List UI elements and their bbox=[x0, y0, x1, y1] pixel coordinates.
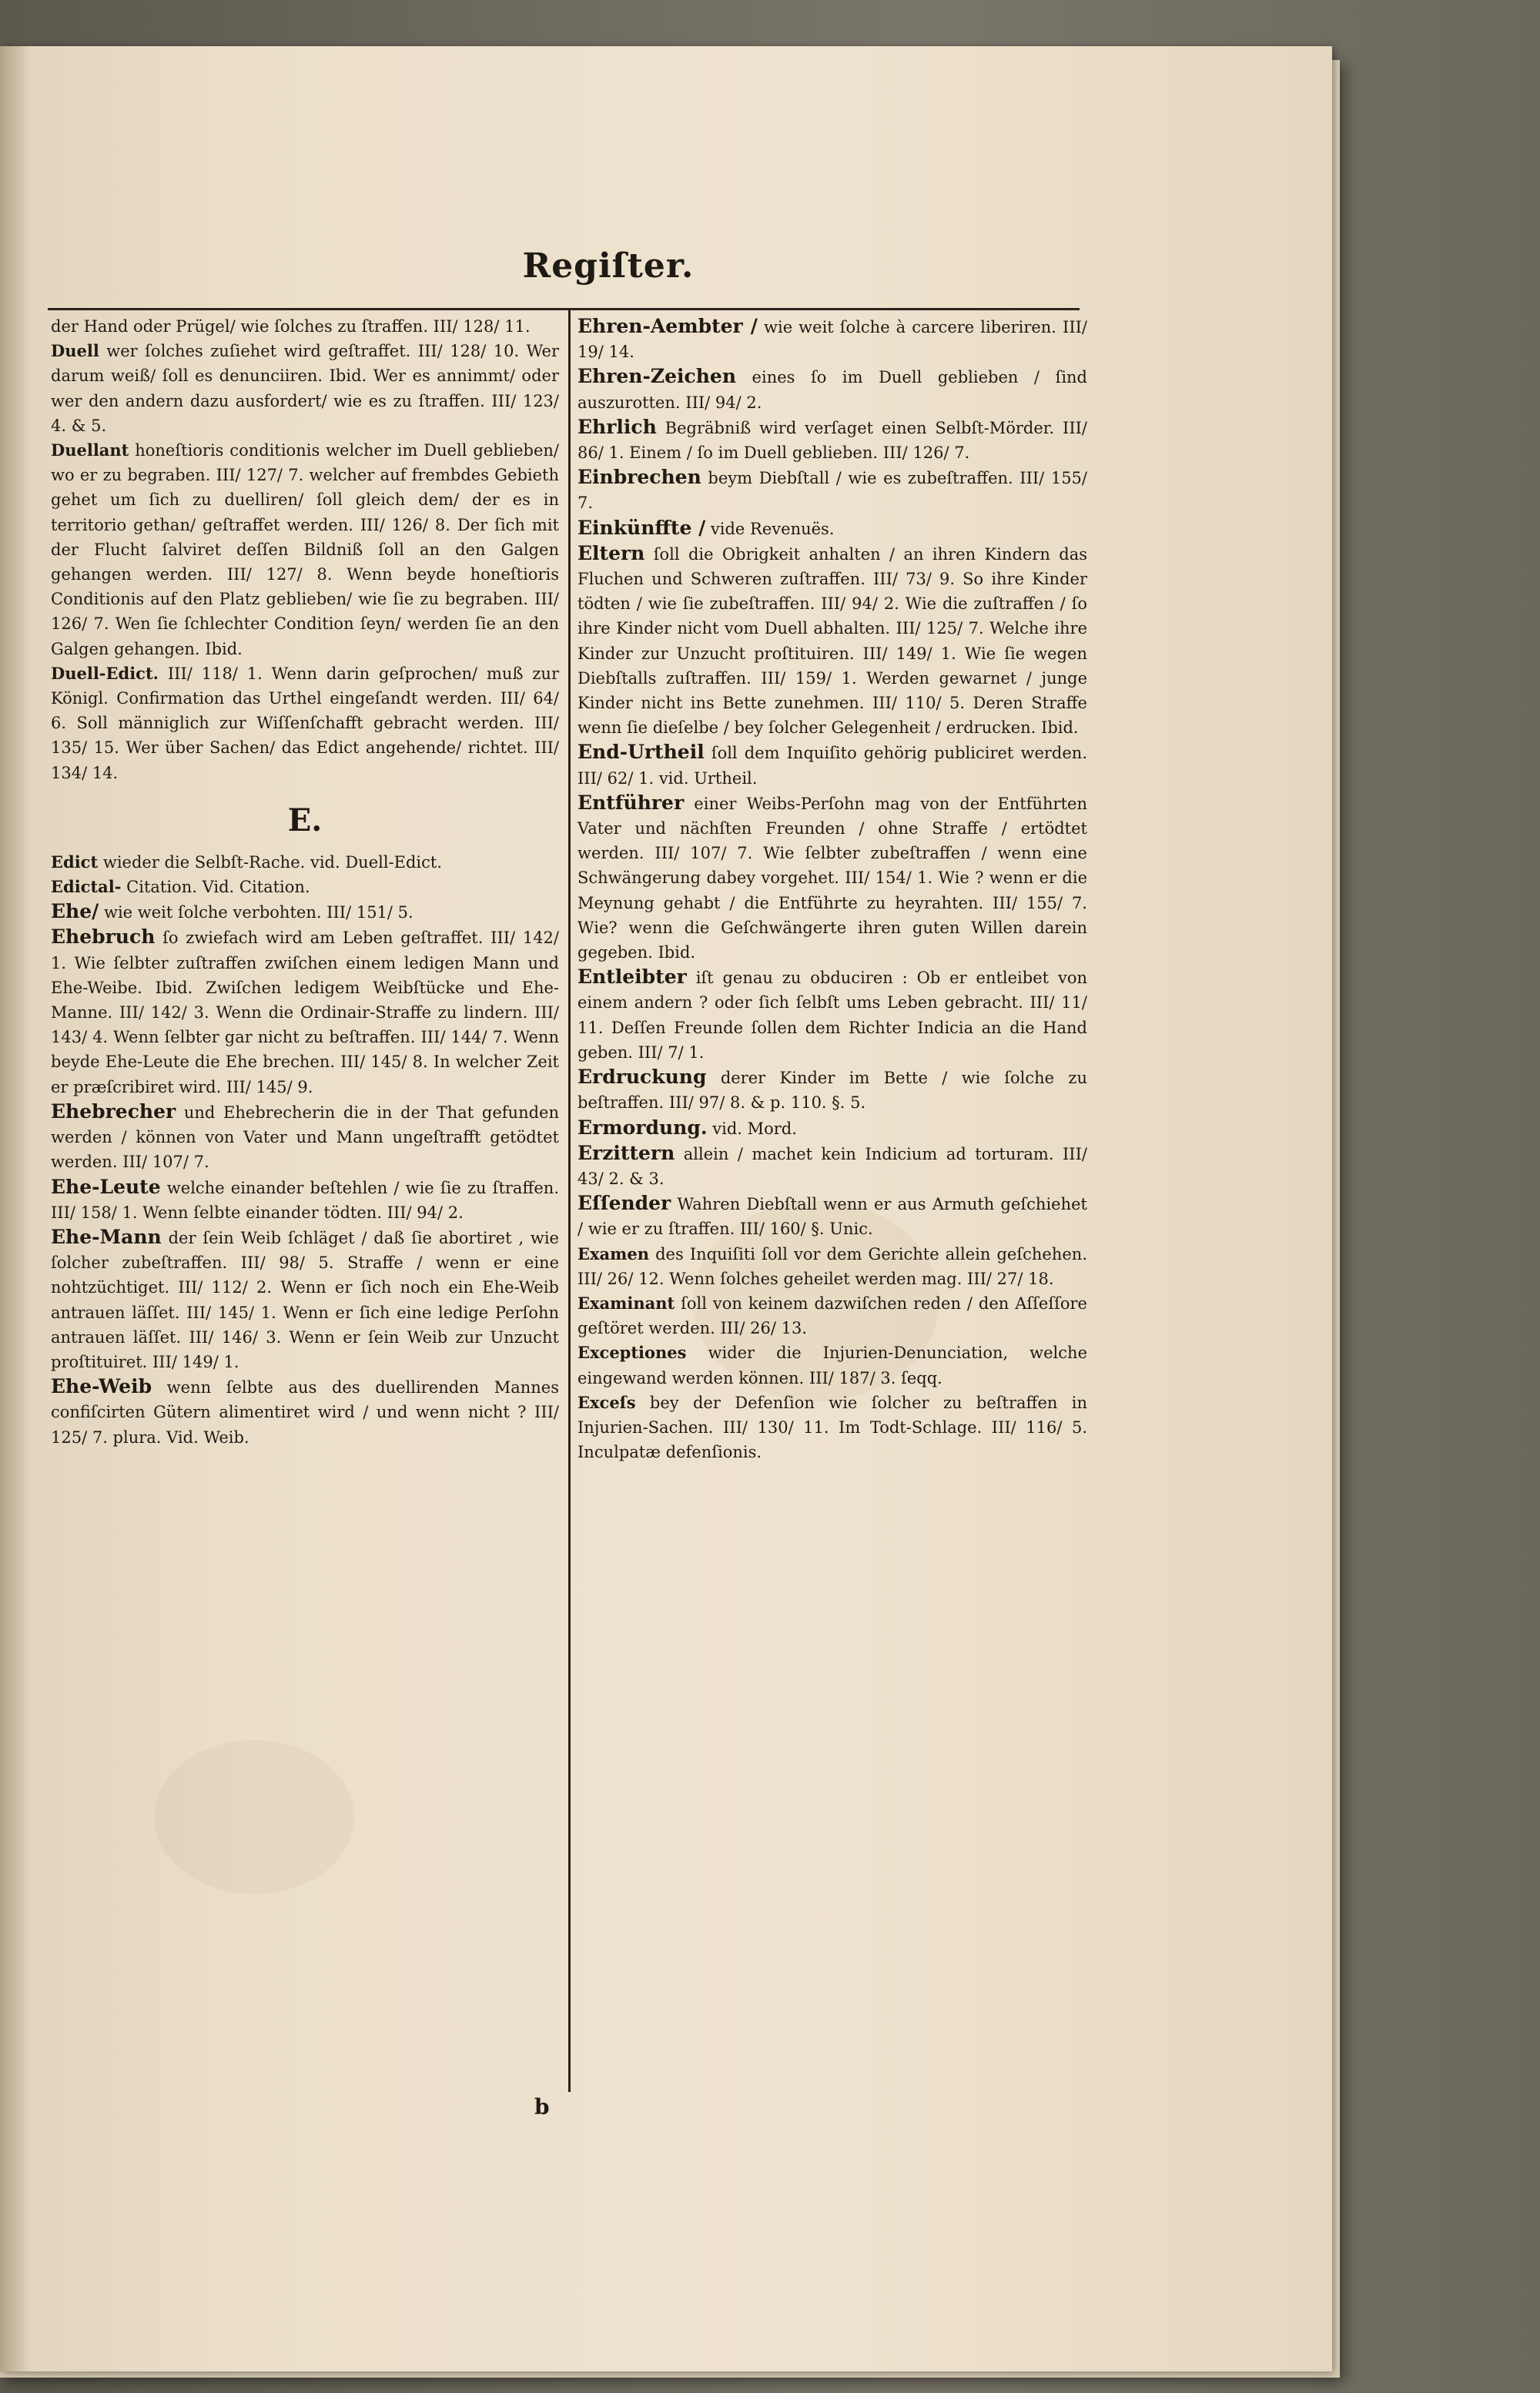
entry-headword: Duell-Edict. bbox=[51, 663, 159, 683]
entry-headword: Examinant bbox=[578, 1293, 675, 1313]
index-entry bbox=[51, 438, 559, 661]
entry-text: III/ 118/ 1. Wenn darin geſprochen/ muß zur Königl. Confirmation das Urthel eingeſandt werden. III/ 64/ 6. Soll männiglich zur Wiſſenſchafft gebracht werden. III/ 135/ 15. Wer über Sachen/ das Edict angehende/ richtet. III/ 134/ 14. bbox=[51, 664, 559, 782]
entry-headword: Duellant bbox=[51, 440, 129, 460]
entry-headword: End-Urtheil bbox=[578, 741, 705, 764]
entry-headword: Ehebrecher bbox=[51, 1099, 176, 1123]
entry-text: des Inquiſiti ſoll vor dem Gerichte allein geſchehen. III/ 26/ 12. Wenn ſolches geheilet werden mag. III/ 27/ 18. bbox=[578, 1244, 1087, 1288]
index-entry bbox=[578, 965, 1087, 1065]
entry-text: honeſtioris conditionis welcher im Duell geblieben/ wo er zu begraben. III/ 127/ 7. welcher auf frembdes Gebieth gehet um ſich zu duelliren/ ſoll gleich dem/ der es in territorio gethan/ geſtraffet werden. III/ 126/ 8. Der ſich mit der Flucht ſalviret deſſen Bildniß ſoll an den Galgen gehangen werden. III/ 127/ 8. Wenn beyde honeſtioris Conditionis auf den Platz geblieben/ wie ſie zu begraben. III/ 126/ 7. Wen ſie ſchlechter Condition ſeyn/ werden ſie an den Galgen gehangen. Ibid. bbox=[51, 441, 559, 658]
header-rule bbox=[48, 308, 1080, 310]
right-column bbox=[578, 314, 1087, 1464]
entry-headword: Erdruckung bbox=[578, 1066, 707, 1089]
entry-headword: Eſſender bbox=[578, 1192, 671, 1215]
entry-headword: Ehebruch bbox=[51, 925, 156, 949]
entry-headword: Entführer bbox=[578, 791, 685, 814]
index-entry bbox=[51, 899, 559, 925]
entry-headword: Einkünffte / bbox=[578, 516, 706, 539]
entry-headword: Eltern bbox=[578, 541, 645, 564]
index-entry bbox=[578, 465, 1087, 515]
entry-headword: Ehe-Leute bbox=[51, 1175, 161, 1198]
index-entry bbox=[578, 1191, 1087, 1241]
index-entry bbox=[51, 1225, 559, 1374]
index-entry bbox=[578, 1291, 1087, 1340]
index-entry bbox=[51, 1374, 559, 1450]
entry-text: wenn ſelbte aus des duellirenden Mannes confiſcirten Gütern alimentiret wird / und wenn nicht ? III/ 125/ 7. plura. Vid. Weib. bbox=[51, 1378, 559, 1447]
entry-headword: Ehren-Zeichen bbox=[578, 365, 736, 388]
left-column bbox=[51, 314, 559, 1450]
entry-text: wieder die Selbſt-Rache. vid. Duell-Edict. bbox=[102, 852, 443, 872]
entry-headword: Edict bbox=[51, 852, 99, 872]
entry-text: wer ſolches zuſiehet wird geſtraffet. III/ 128/ 10. Wer darum weiß/ ſoll es denunciiren. Ibid. Wer es annimmt/ oder wer den andern dazu ausfordert/ wie es zu ſtraffen. III/ 123/ 4. & 5. bbox=[51, 342, 559, 435]
index-entry bbox=[51, 850, 559, 875]
section-letter: E. bbox=[287, 802, 323, 838]
paper-stain bbox=[154, 1740, 354, 1894]
entry-text: iſt genau zu obduciren : Ob er entleibet von einem andern ? oder ſich ſelbſt ums Leben gebracht. III/ 11/ 11. Deſſen Freunde ſollen dem Richter Indicia an die Hand geben. III/ 7/ 1. bbox=[578, 969, 1087, 1062]
entry-headword: Erzittern bbox=[578, 1141, 675, 1164]
page-title: Regiſter. bbox=[522, 246, 695, 286]
entry-text: welche einander beſtehlen / wie ſie zu ſtraffen. III/ 158/ 1. Wenn ſelbte einander tödten. III/ 94/ 2. bbox=[51, 1178, 559, 1222]
index-entry bbox=[578, 364, 1087, 414]
entry-headword: Ehe/ bbox=[51, 900, 99, 923]
index-entry bbox=[51, 875, 559, 899]
entry-headword: Exceſs bbox=[578, 1392, 636, 1412]
entry-text: wider die Injurien-Denunciation, welche eingewand werden können. III/ 187/ 3. ſeqq. bbox=[578, 1344, 1087, 1387]
entry-text: und Ehebrecherin die in der That gefunden werden / können von Vater und Mann ungeſtrafft getödtet werden. III/ 107/ 7. bbox=[51, 1103, 560, 1172]
index-entry bbox=[51, 925, 559, 1099]
signature-mark: b bbox=[534, 2094, 550, 2120]
entry-text: der ſein Weib ſchläget / daß ſie abortiret , wie ſolcher zubeſtraffen. III/ 98/ 5. Straffe / wenn er eine nohtzüchtiget. III/ 112/ 2. Wenn er ſich noch ein Ehe-Weib antrauen läſſet. III/ 145/ 1. Wenn er ſich eine ledige Perſohn antrauen läſſet. III/ 146/ 3. Wenn er ſein Weib zur Unzucht proſtituiret. III/ 149/ 1. bbox=[51, 1228, 559, 1371]
entry-text: ſoll die Obrigkeit anhalten / an ihren Kindern das Fluchen und Schweren zuſtraffen. III/ 73/ 9. So ihre Kinder tödten / wie ſie zubeſtraffen. III/ 94/ 2. Wie die zuſtraffen / ſo ihre Kinder nicht vom Duell abhalten. III/ 125/ 7. Welche ihre Kinder zur Unzucht proſtituiren. III/ 149/ 1. Wie ſie wegen Diebſtalls zuſtraffen. III/ 159/ 1. Werden gewarnet / junge Kinder nicht ins Bette zunehmen. III/ 110/ 5. Deren Straffe wenn ſie dieſelbe / bey ſolcher Gelegenheit / erdrucken. Ibid. bbox=[578, 544, 1087, 738]
entry-headword: Ehe-Weib bbox=[51, 1375, 152, 1398]
entry-text: vid. Mord. bbox=[712, 1119, 797, 1138]
index-entry bbox=[51, 1099, 559, 1175]
entry-headword: Exceptiones bbox=[578, 1343, 687, 1363]
index-entry bbox=[578, 1116, 1087, 1141]
entry-text: vide Revenuës. bbox=[710, 519, 835, 538]
entry-text: eines ſo im Duell geblieben / ſind auszurotten. III/ 94/ 2. bbox=[578, 368, 1087, 412]
index-entry bbox=[578, 415, 1087, 465]
index-entry bbox=[578, 1141, 1087, 1191]
entry-headword: Einbrechen bbox=[578, 466, 701, 489]
index-entry bbox=[51, 314, 559, 339]
column-divider bbox=[568, 310, 571, 2092]
entry-text: Citation. Vid. Citation. bbox=[126, 878, 310, 897]
entry-text: Wahren Diebſtall wenn er aus Armuth geſchiehet / wie er zu ſtraffen. III/ 160/ §. Unic. bbox=[578, 1195, 1087, 1239]
entry-headword: Examen bbox=[578, 1243, 649, 1263]
entry-text: einer Weibs-Perſohn mag von der Entführten Vater und nächſten Freunden / ohne Straffe / ertödtet werden. III/ 107/ 7. Wie ſelbter zubeſtraffen / wenn eine Schwängerung dabey vorgehet. III/ 154/ 1. Wie ? wenn er die Meynung gehabt / die Entführte zu heyrahten. III/ 155/ 7. Wie? wenn die Geſchwängerte ihren guten Willen darein gegeben. Ibid. bbox=[578, 794, 1087, 962]
entry-text: Begräbniß wird verſaget einen Selbſt-Mörder. III/ 86/ 1. Einem / ſo im Duell geblieben. III/ 126/ 7. bbox=[578, 418, 1087, 463]
entry-text: ſo zwiefach wird am Leben geſtraffet. III/ 142/ 1. Wie ſelbter zuſtraffen zwiſchen einem ledigen Mann und Ehe-Weibe. Ibid. Zwiſchen ledigem Weibſtücke und Ehe-Manne. III/ 142/ 3. Wenn die Ordinair-Straffe zu lindern. III/ 143/ 4. Wenn ſelbter gar nicht zu beſtraffen. III/ 144/ 7. Wenn beyde Ehe-Leute die Ehe brechen. III/ 145/ 8. In welcher Zeit er præſcribiret wird. III/ 145/ 9. bbox=[51, 929, 559, 1096]
index-entry bbox=[578, 1065, 1087, 1115]
index-entry bbox=[578, 791, 1087, 965]
entry-headword: Duell bbox=[51, 341, 99, 361]
entry-text: allein / machet kein Indicium ad torturam. III/ 43/ 2. & 3. bbox=[578, 1144, 1087, 1188]
entry-text: ſoll dem Inquiſito gehörig publiciret werden. III/ 62/ 1. vid. Urtheil. bbox=[578, 744, 1087, 788]
entry-headword: Edictal- bbox=[51, 877, 122, 897]
entry-headword: Ehrlich bbox=[578, 415, 657, 438]
index-entry bbox=[578, 740, 1087, 790]
entry-text: der Hand oder Prügel/ wie ſolches zu ſtraffen. III/ 128/ 11. bbox=[51, 317, 531, 336]
index-entry bbox=[578, 1340, 1087, 1390]
entry-text: bey der Defenſion wie ſolcher zu beſtraffen in Injurien-Sachen. III/ 130/ 11. Im Todt-Schlage. III/ 116/ 5. Inculpatæ defenſionis. bbox=[578, 1393, 1087, 1462]
index-entry bbox=[578, 516, 1087, 541]
index-entry bbox=[51, 661, 559, 785]
entry-headword: Ehe-Mann bbox=[51, 1225, 162, 1248]
index-entry bbox=[578, 541, 1087, 741]
index-entry bbox=[51, 339, 559, 438]
entry-text: ſoll von keinem dazwiſchen reden / den Aſſeſſore geſtöret werden. III/ 26/ 13. bbox=[578, 1294, 1087, 1338]
entry-text: derer Kinder im Bette / wie ſolche zu beſtraffen. III/ 97/ 8. & p. 110. §. 5. bbox=[578, 1069, 1087, 1113]
entry-headword: Ehren-Aembter / bbox=[578, 315, 758, 337]
page-spine-shadow bbox=[0, 46, 31, 2371]
index-entry bbox=[578, 314, 1087, 364]
entry-text: beym Diebſtall / wie es zubeſtraffen. III/ 155/ 7. bbox=[578, 469, 1087, 513]
index-entry bbox=[578, 1242, 1087, 1291]
index-entry bbox=[51, 1175, 559, 1225]
index-entry bbox=[578, 1391, 1087, 1465]
entry-headword: Entleibter bbox=[578, 966, 687, 989]
entry-text: wie weit ſolche verbohten. III/ 151/ 5. bbox=[103, 903, 413, 922]
entry-headword: Ermordung. bbox=[578, 1116, 708, 1139]
entry-text: wie weit ſolche à carcere liberiren. III/ 19/ 14. bbox=[578, 318, 1087, 362]
